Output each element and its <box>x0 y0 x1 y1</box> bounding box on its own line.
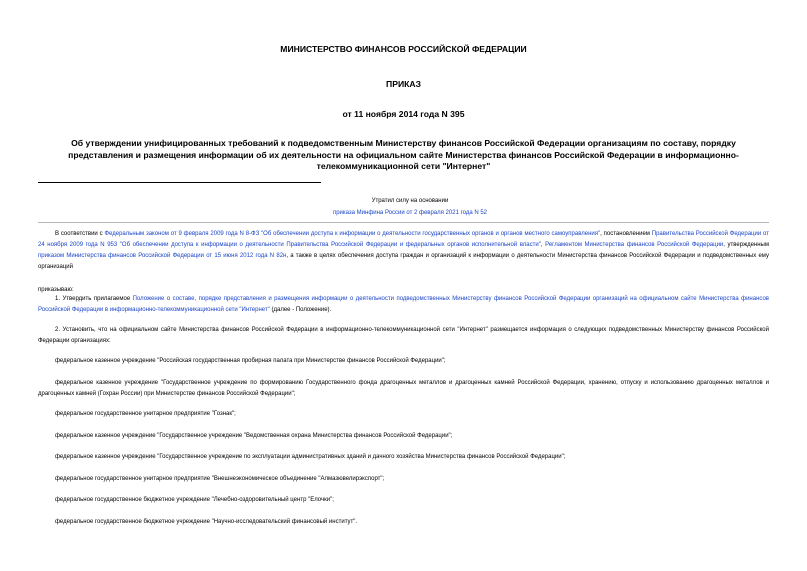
ministry-order-link[interactable]: приказом Министерства финансов Российской Федерации от 15 июня 2012 года N 82н <box>38 253 287 259</box>
document-date-number: от 11 ноября 2014 года N 395 <box>342 109 465 119</box>
federal-law-link[interactable]: Федеральным законом от 9 февраля 2009 года N 8-ФЗ "Об обеспечении доступа к информации о деятельности государственных органов и органов местного самоуправления" <box>104 231 601 237</box>
organization-item: федеральное государственное унитарное предприятие "Гознак"; <box>55 411 236 417</box>
organization-item: федеральное казенное учреждение "Государственное учреждение по формированию Государственного фонда драгоценных металлов и драгоценных камней Российской Федерации, хранению, отпуску и использованию драгоценных металлов и драгоценных камней (Гохран России) при Министерстве финансов Российской Федерации"; <box>38 380 769 397</box>
regulation-position-link[interactable]: Положение о составе, порядке представления и размещения информации о деятельности подведомственных Министерству финансов Российской Федерации организаций на официальном сайте Министерства финансов Российской Федерации в информационно-телекоммуникационной сети "Интернет" <box>38 296 769 313</box>
order-word: приказываю: <box>38 287 74 293</box>
organization-item: федеральное казенное учреждение "Государственное учреждение по эксплуатации административных зданий и дачного хозяйства Министерства финансов Российской Федерации"; <box>55 454 566 460</box>
intro-text-3: , <box>540 242 546 248</box>
organization-item: федеральное государственное бюджетное учреждение "Лечебно-оздоровительный центр "Елочки"; <box>55 497 334 503</box>
intro-text-1: В соответствии с <box>55 231 105 237</box>
item-2-paragraph: 2. Установить, что на официальном сайте Министерства финансов Российской Федерации в информационно-телекоммуникационной сети "Интернет" размещается информация о следующих подведомственных Министерству финансов Российской Федерации организациях: <box>38 327 769 344</box>
document-type: ПРИКАЗ <box>386 79 421 89</box>
separator-long <box>38 222 769 223</box>
status-repeal-link[interactable]: приказа Минфина России от 2 февраля 2021 года N 52 <box>332 210 488 216</box>
intro-paragraph <box>38 229 769 273</box>
organization-item: федеральное государственное бюджетное учреждение "Научно-исследовательский финансовый институт". <box>55 519 358 525</box>
organization-item: федеральное государственное унитарное предприятие "Внешнеэкономическое объединение "Алмазювелирэкспорт"; <box>55 476 385 482</box>
organization-item: федеральное казенное учреждение "Российская государственная пробирная палата при Министерстве финансов Российской Федерации"; <box>55 358 446 364</box>
item-1-text-2: (далее - Положение). <box>269 307 332 313</box>
item-1-paragraph <box>38 294 769 316</box>
ministry-heading: МИНИСТЕРСТВО ФИНАНСОВ РОССИЙСКОЙ ФЕДЕРАЦИИ <box>280 44 527 54</box>
intro-text-2: , постановлением <box>600 231 652 237</box>
intro-text-5: , а также в целях обеспечения доступа граждан и организаций к информации о деятельности Министерства финансов Российской Федерации и подведомственных ему организаций <box>38 253 769 270</box>
document-title: Об утверждении унифицированных требований к подведомственным Министерству финансов Российской Федерации организациям по составу, порядку представления и размещения информации об их деятельности на официальном сайте Министерства финансов Российской Федерации в информационно-телекоммуникационной сети "Интернет" <box>68 138 739 171</box>
separator-short <box>38 182 321 183</box>
organization-item: федеральное казенное учреждение "Государственное учреждение "Ведомственная охрана Министерства финансов Российской Федерации"; <box>55 433 453 439</box>
government-resolution-link[interactable]: Правительства Российской Федерации от 24 ноября 2009 года N 953 "Об обеспечении доступа к информации о деятельности Правительства Российской Федерации и федеральных органов исполнительной власти" <box>38 231 769 248</box>
intro-text-4: , утвержденным <box>723 242 769 248</box>
regulation-link[interactable]: Регламентом Министерства финансов Российской Федерации <box>545 242 724 248</box>
item-1-text-1: 1. Утвердить прилагаемое <box>55 296 133 302</box>
status-note: Утратил силу на основании <box>371 198 449 204</box>
